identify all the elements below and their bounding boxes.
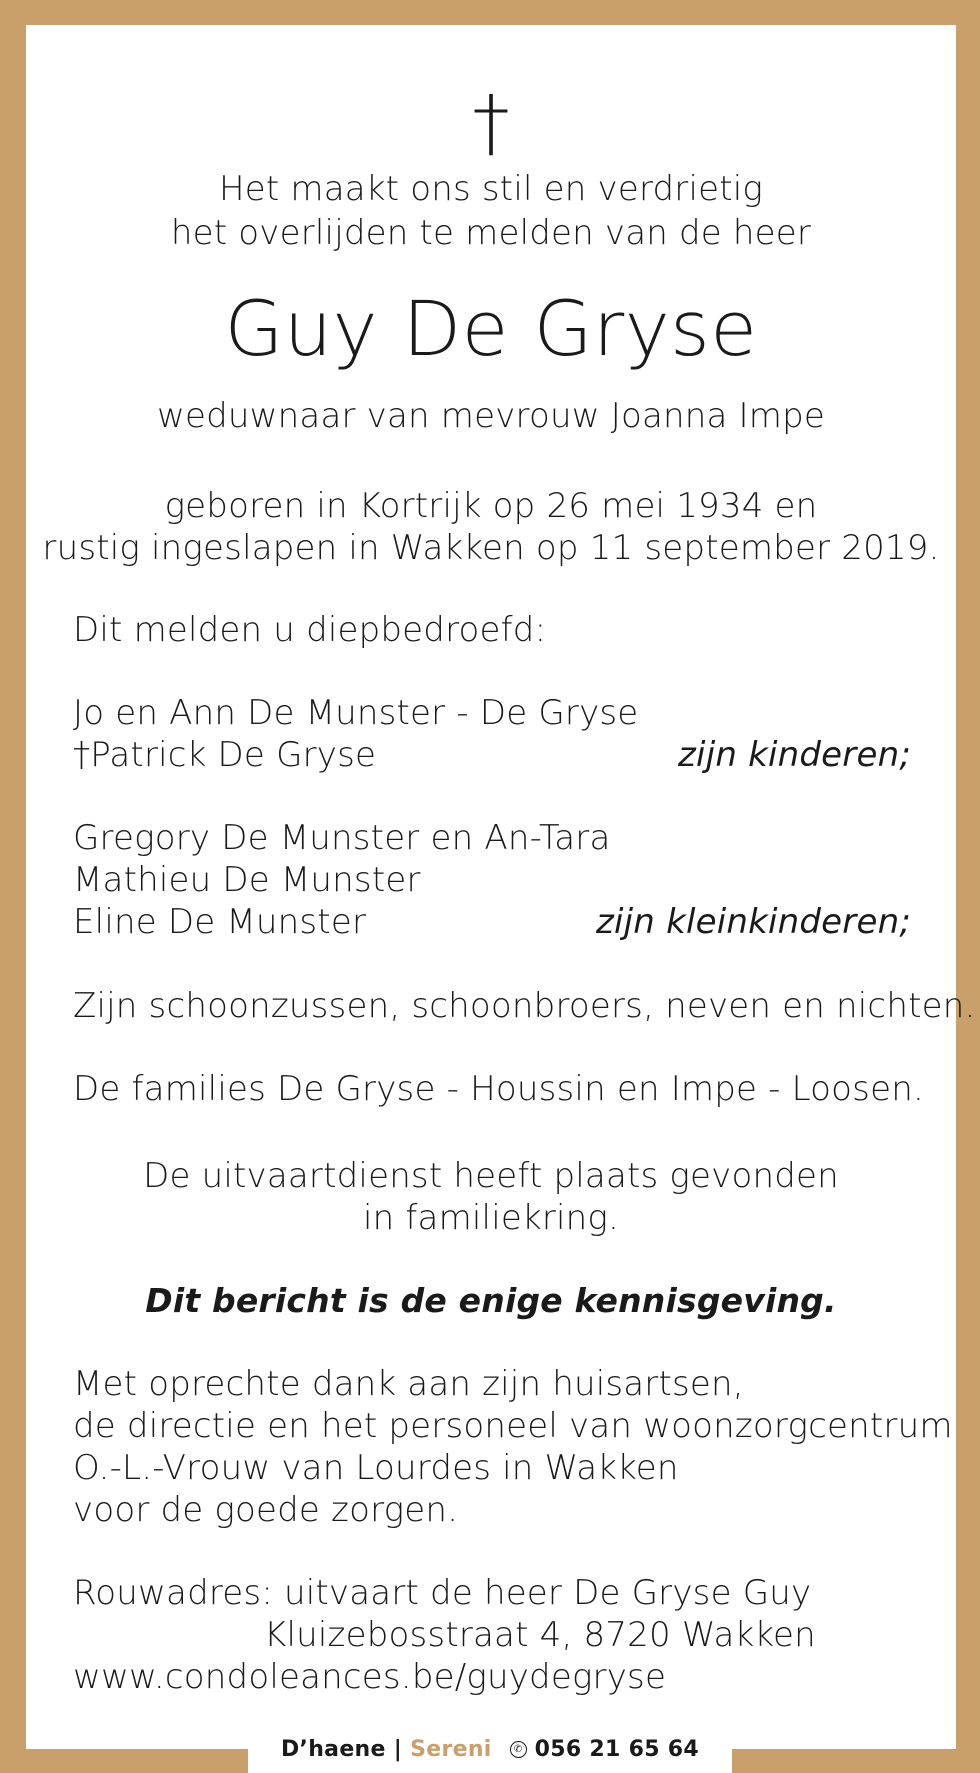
brand-sereni: Sereni (410, 1737, 492, 1762)
grandchild-name-1: Gregory De Munster en An-Tara (73, 818, 611, 858)
footer-brand-bar (248, 1726, 732, 1773)
child-name-1: Jo en Ann De Munster - De Gryse (73, 693, 639, 733)
grandchild-name-2: Mathieu De Munster (73, 860, 421, 900)
phone-number: 056 21 65 64 (534, 1737, 699, 1762)
children-row (73, 734, 911, 776)
in-laws-line: Zijn schoonzussen, schoonbroers, neven en nichten. (73, 986, 976, 1026)
grandchildren-row (73, 901, 911, 943)
thanks-line-3: O.-L.-Vrouw van Lourdes in Wakken (73, 1448, 679, 1488)
thanks-line-2: de directie en het personeel van woonzorgcentrum (73, 1406, 953, 1446)
website-link[interactable]: www.condoleances.be/guydegryse (73, 1657, 667, 1697)
children-role: zijn kinderen; (678, 735, 911, 775)
intro-line-2: het overlijden te melden van de heer (170, 213, 812, 253)
address-line-1: Rouwadres: uitvaart de heer De Gryse Guy (73, 1573, 812, 1613)
thanks-line-1: Met oprechte dank aan zijn huisartsen, (73, 1364, 744, 1404)
obituary-card (26, 25, 976, 1749)
death-line: rustig ingeslapen in Wakken op 11 september 2019. (42, 528, 940, 568)
grandchildren-role: zijn kleinkinderen; (595, 902, 911, 942)
brand-separator: | (393, 1737, 403, 1762)
spouse-line: weduwnaar van mevrouw Joanna Impe (157, 396, 825, 436)
notice-line: Dit bericht is de enige kennisgeving. (145, 1281, 837, 1320)
phone-contact (510, 1737, 699, 1762)
service-line-2: in familiekring. (362, 1198, 620, 1238)
thanks-line-4: voor de goede zorgen. (73, 1490, 459, 1530)
birth-line: geboren in Kortrijk op 26 mei 1934 en (164, 486, 818, 526)
deceased-name: Guy De Gryse (224, 284, 758, 373)
announce-line: Dit melden u diepbedroefd: (73, 610, 547, 650)
cross-icon: † (472, 80, 510, 166)
child-name-2: †Patrick De Gryse (73, 735, 377, 775)
families-line: De families De Gryse - Houssin en Impe - Loosen. (73, 1069, 924, 1109)
service-line-1: De uitvaartdienst heeft plaats gevonden (143, 1156, 839, 1196)
grandchild-name-3: Eline De Munster (73, 902, 367, 942)
phone-icon: ✆ (510, 1741, 527, 1758)
address-line-2: Kluizebosstraat 4, 8720 Wakken (264, 1615, 816, 1655)
brand-dhaene: D’haene (281, 1737, 386, 1762)
intro-line-1: Het maakt ons stil en verdrietig (218, 169, 764, 209)
